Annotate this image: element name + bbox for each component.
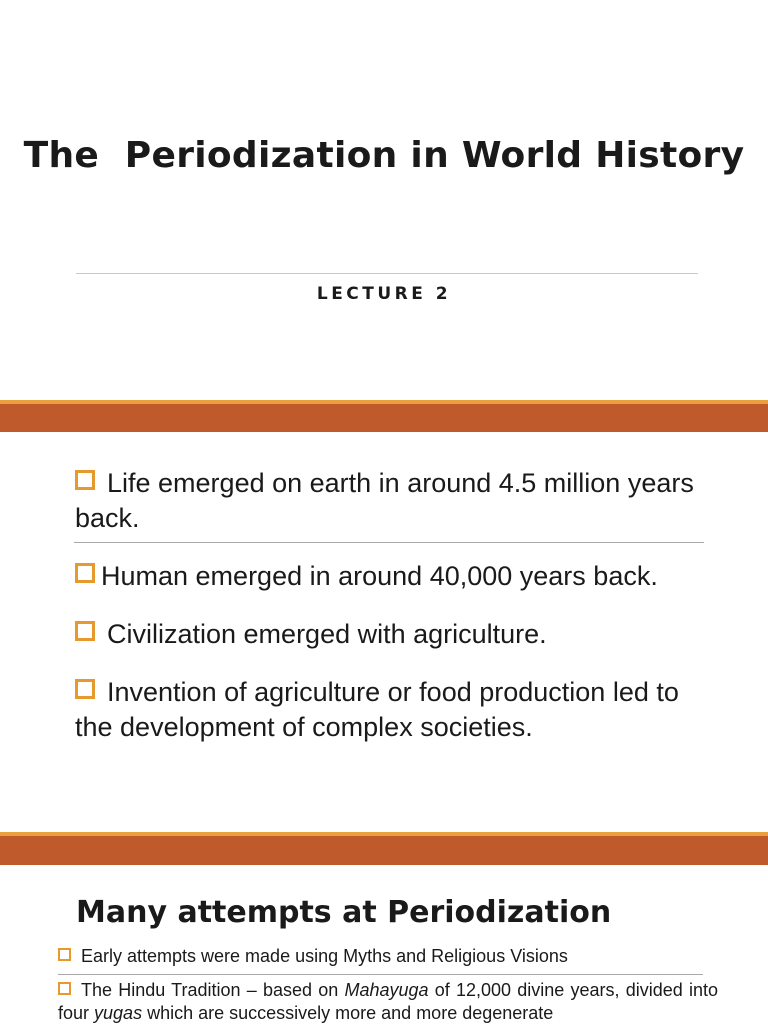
bullet-text: Human emerged in around 40,000 years back. (101, 561, 658, 591)
checkbox-bullet-icon (75, 563, 95, 583)
bullet-text-emphasis: yugas (94, 1003, 143, 1023)
bullet-text: Life emerged on earth in around 4.5 million years back. (75, 468, 694, 533)
bullet-text-emphasis: Mahayuga (344, 980, 429, 1000)
bullet-item (58, 945, 718, 968)
checkbox-bullet-icon (58, 948, 71, 961)
bullet-item (58, 979, 718, 1024)
content-slide (0, 865, 768, 1024)
bullet-text: Early attempts were made using Myths and Religious Visions (81, 946, 568, 966)
content-slide (0, 432, 768, 832)
slide-heading: Many attempts at Periodization (76, 895, 612, 930)
checkbox-bullet-icon (75, 470, 95, 490)
checkbox-bullet-icon (75, 621, 95, 641)
slide-separator-band (0, 832, 768, 865)
bullet-text-part: which are successively more and more degenerate (142, 1003, 554, 1023)
bullet-divider (74, 542, 704, 543)
bullet-item (75, 617, 715, 652)
bullet-item (75, 675, 715, 745)
title-divider (76, 273, 698, 274)
checkbox-bullet-icon (58, 982, 71, 995)
bullet-divider (58, 974, 703, 975)
bullet-text-part: The Hindu Tradition – based on (81, 980, 345, 1000)
slide-subtitle: LECTURE 2 (316, 284, 452, 304)
bullet-text-part: of 12,000 divine years, divided into four (58, 980, 719, 1023)
bullet-list (75, 466, 715, 745)
bullet-text: Civilization emerged with agriculture. (107, 619, 547, 649)
bullet-item (75, 466, 715, 536)
title-slide (0, 0, 768, 400)
checkbox-bullet-icon (75, 679, 95, 699)
slide-title: The Periodization in World History (23, 135, 745, 176)
bullet-item (75, 559, 715, 594)
slide-separator-band (0, 400, 768, 432)
bullet-text: Invention of agriculture or food production led to the development of complex societies. (75, 677, 679, 742)
